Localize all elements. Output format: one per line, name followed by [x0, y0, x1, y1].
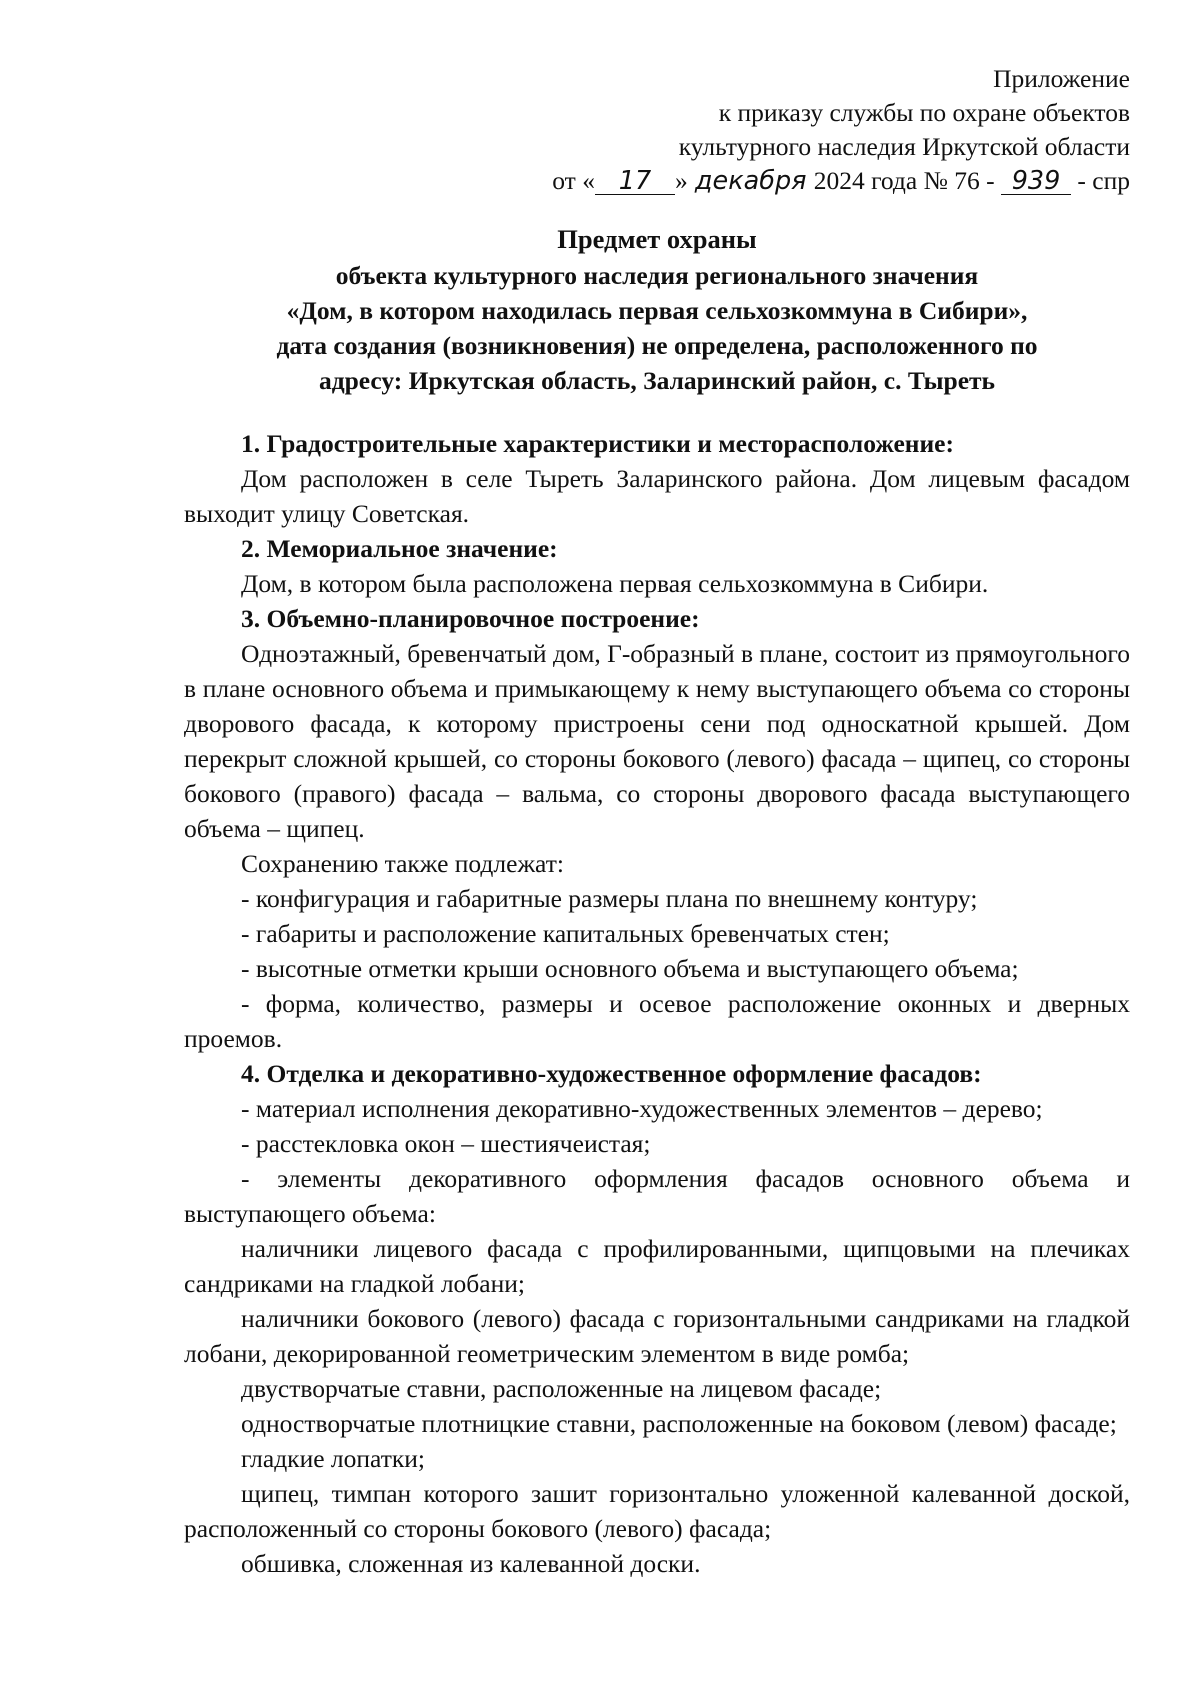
- appendix-header: [184, 62, 1130, 198]
- section-4-sub-5: гладкие лопатки;: [241, 1444, 425, 1473]
- section-1-text: Дом расположен в селе Тыреть Заларинского района. Дом лицевым фасадом выходит улицу Советская.: [184, 464, 1130, 528]
- document-page: [184, 62, 1130, 1581]
- document-title: [184, 222, 1130, 398]
- section-2-text: Дом, в котором была расположена первая сельхозкоммуна в Сибири.: [241, 569, 989, 598]
- document-body: [184, 426, 1130, 1581]
- section-4-sub-1: наличники лицевого фасада с профилированными, щипцовыми на плечиках сандриками на гладкой лобани;: [184, 1234, 1130, 1298]
- section-4-item-3: - элементы декоративного оформления фасадов основного объема и выступающего объема:: [184, 1164, 1130, 1228]
- title-line-3: дата создания (возникновения) не определена, расположенного по: [276, 331, 1038, 360]
- section-4-sub-3: двустворчатые ставни, расположенные на лицевом фасаде;: [241, 1374, 882, 1403]
- section-4-item-1: - материал исполнения декоративно-художественных элементов – дерево;: [241, 1094, 1043, 1123]
- section-3-item-3: - высотные отметки крыши основного объема и выступающего объема;: [241, 954, 1019, 983]
- section-4-sub-7: обшивка, сложенная из калеванной доски.: [241, 1549, 701, 1578]
- section-3-preserve: Сохранению также подлежат:: [241, 849, 564, 878]
- section-3-text: Одноэтажный, бревенчатый дом, Г-образный в плане, состоит из прямоугольного в плане основного объема и примыкающему к нему выступающего объема со стороны дворового фасада, к которому пристроены сени под односкатной крышей. Дом перекрыт сложной крышей, со стороны бокового (левого) фасада – щипец, со стороны бокового (правого) фасада – вальма, со стороны дворового фасада выступающего объема – щипец.: [184, 639, 1130, 843]
- section-3-heading: 3. Объемно-планировочное построение:: [241, 604, 700, 633]
- section-4-sub-4: одностворчатые плотницкие ставни, расположенные на боковом (левом) фасаде;: [241, 1409, 1117, 1438]
- appendix-label: Приложение: [993, 64, 1130, 93]
- section-4-heading: 4. Отделка и декоративно-художественное оформление фасадов:: [241, 1059, 982, 1088]
- handwritten-day: 17: [595, 168, 675, 195]
- date-mid: »: [674, 166, 688, 195]
- title-main: Предмет охраны: [557, 224, 757, 254]
- title-line-4: адресу: Иркутская область, Заларинский район, с. Тыреть: [318, 366, 996, 395]
- section-3-item-4: - форма, количество, размеры и осевое расположение оконных и дверных проемов.: [184, 989, 1130, 1053]
- section-2-heading: 2. Мемориальное значение:: [241, 534, 558, 563]
- section-4-sub-2: наличники бокового (левого) фасада с горизонтальными сандриками на гладкой лобани, декорированной геометрическим элементом в виде ромба;: [184, 1304, 1130, 1368]
- appendix-agency-line: культурного наследия Иркутской области: [678, 132, 1130, 161]
- section-4-item-2: - расстекловка окон – шестиячеистая;: [241, 1129, 651, 1158]
- title-line-2: «Дом, в котором находилась первая сельхозкоммуна в Сибири»,: [286, 296, 1028, 325]
- section-4-sub-6: щипец, тимпан которого зашит горизонтально уложенной калеванной доской, расположенный со стороны бокового (левого) фасада;: [184, 1479, 1130, 1543]
- appendix-date-line: [184, 164, 1130, 198]
- title-line-1: объекта культурного наследия регионального значения: [335, 261, 979, 290]
- handwritten-month: декабря: [694, 166, 807, 196]
- section-3-item-1: - конфигурация и габаритные размеры плана по внешнему контуру;: [241, 884, 978, 913]
- appendix-order-line: к приказу службы по охране объектов: [718, 98, 1130, 127]
- section-1-heading: 1. Градостроительные характеристики и месторасположение:: [241, 429, 954, 458]
- handwritten-number: 939: [1001, 168, 1071, 195]
- date-suffix: 2024 года № 76 -: [813, 166, 995, 195]
- date-prefix: от «: [552, 166, 595, 195]
- section-3-item-2: - габариты и расположение капитальных бревенчатых стен;: [241, 919, 890, 948]
- number-suffix: - спр: [1077, 166, 1130, 195]
